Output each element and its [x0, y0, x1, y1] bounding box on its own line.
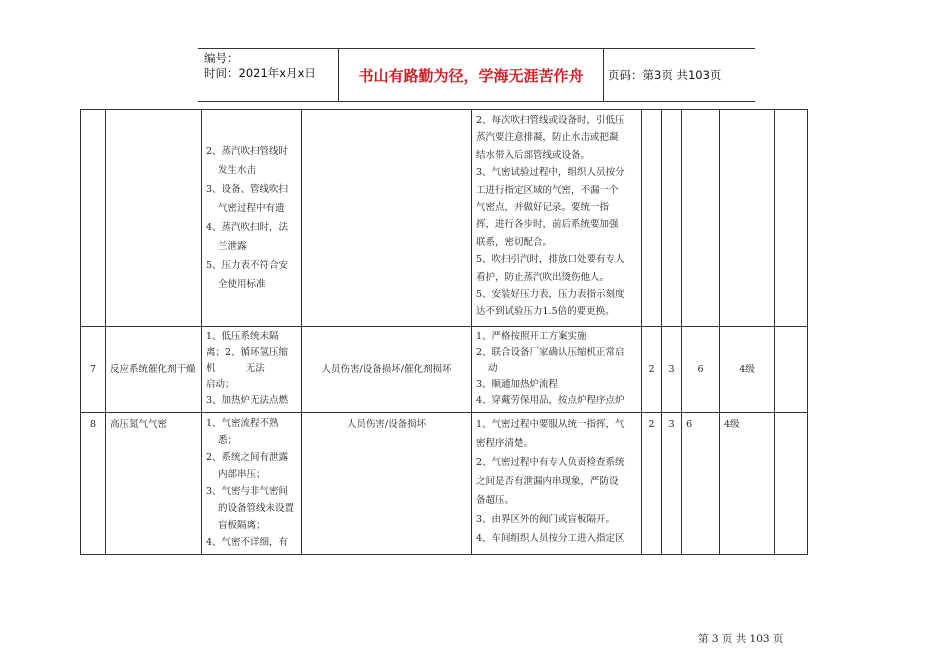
row-number [81, 413, 106, 555]
cause-line: 4、蒸汽吹扫时，法 [206, 222, 289, 233]
row-severity-text: 3 [668, 419, 675, 430]
cause-line: 全使用标准 [218, 279, 266, 290]
measure-line: 4、车间组织人员按分工进入指定区 [476, 533, 625, 544]
table-row [81, 110, 808, 327]
row-extra [775, 413, 808, 555]
measure-line: 2、气密过程中有专人负责检查系统 [476, 457, 625, 468]
row-measures [472, 413, 642, 555]
page-label: 页码：第3页 共103页 [608, 68, 722, 82]
row-number-text: 8 [89, 419, 97, 430]
serial-label: 编号： [204, 51, 239, 65]
cause-line: 盲板隔离； [218, 520, 266, 531]
row-severity [662, 413, 682, 555]
row-item-text: 高压氮气气密 [110, 419, 168, 430]
row-likelihood-text: 2 [648, 419, 655, 430]
row-number [81, 110, 106, 327]
cause-line: 的设备管线未设置 [218, 503, 295, 514]
row-risk-text: 6 [686, 419, 693, 430]
cause-line: 4、气密不详细，有 [206, 537, 289, 548]
cause-line: 1、气密流程不熟 [206, 418, 279, 429]
row-likelihood: 2 [642, 327, 662, 413]
row-severity [662, 110, 682, 327]
row-item-text: 反应系统催化剂干燥 [110, 363, 196, 375]
row-causes [202, 327, 302, 413]
row-item [106, 110, 202, 327]
table-row [81, 413, 808, 555]
measure-line: 联系，密切配合。 [476, 236, 553, 248]
measure-line: 密程序清楚。 [476, 438, 534, 449]
measure-line: 3、气密试验过程中，组织人员按分 [476, 167, 625, 179]
measure-line: 达不到试验压力1.5倍的要更换。 [476, 306, 615, 318]
row-extra [775, 110, 808, 327]
cause-line: 悉； [218, 435, 238, 446]
measure-line: 5、吹扫引汽时，排放口处要有专人 [476, 254, 625, 266]
row-level [720, 413, 775, 555]
row-item [106, 327, 202, 413]
cause-line: 内部串压； [218, 469, 266, 480]
risk-table [80, 109, 808, 555]
measure-line: 2、联合设备厂家确认压缩机正常启 [476, 347, 625, 358]
cause-line: 1、低压系统未隔 [206, 331, 279, 342]
row-likelihood [642, 413, 662, 555]
table-row [81, 327, 808, 413]
row-consequence [302, 110, 472, 327]
cause-line: 3、气密与非气密间 [206, 486, 289, 497]
page-footer: 第 3 页 共 103 页 [698, 633, 784, 645]
measure-line: 气密点，并做好记录。要统一指 [476, 202, 610, 214]
measure-line: 3、由界区外的阀门或盲板隔开。 [476, 514, 616, 525]
cause-line: 2、蒸汽吹扫管线时 [206, 146, 289, 157]
header-divider [603, 49, 604, 101]
row-consequence-text: 人员伤害/设备损坏 [346, 419, 427, 430]
row-item [106, 413, 202, 555]
measure-line: 1、气密过程中要服从统一指挥，气 [476, 419, 625, 430]
row-risk: 6 [682, 327, 720, 413]
row-level: 4级 [720, 327, 775, 413]
measure-line: 备超压。 [476, 495, 515, 506]
measure-line: 看护，防止蒸汽吹出烫伤他人。 [476, 271, 610, 283]
measure-line: 2、每次吹扫管线或设备时，引低压 [476, 115, 625, 126]
row-extra [775, 327, 808, 413]
measure-line: 挥，进行各步时，前后系统要加强 [476, 219, 619, 231]
measure-line: 蒸汽要注意排凝，防止水击或把凝 [476, 132, 619, 144]
cause-line: 兰泄露 [218, 241, 247, 252]
row-number: 7 [81, 327, 106, 413]
measure-line: 5、安装好压力表，压力表指示刻度 [476, 289, 625, 301]
row-level [720, 110, 775, 327]
cause-line: 5、压力表不符合安 [206, 260, 289, 271]
cause-line: 3、设备、管线吹扫 [206, 184, 289, 195]
header-motto: 书山有路勤为径，学海无涯苦作舟 [358, 66, 584, 85]
row-causes [202, 413, 302, 555]
measure-line: 之间是否有泄漏内串现象，严防设 [476, 476, 619, 487]
row-measures [472, 110, 642, 327]
header-divider [338, 49, 339, 101]
row-causes [202, 110, 302, 327]
header-meta [204, 51, 316, 81]
cause-line: 离；2、循环氢压缩 [206, 347, 289, 358]
measure-line: 工进行指定区域的气密，不漏一个 [476, 184, 619, 196]
time-label: 时间：2021年x月x日 [204, 66, 316, 80]
row-consequence [302, 413, 472, 555]
page-header [198, 48, 755, 102]
measure-line: 3、顺通加热炉流程 [476, 379, 559, 390]
cause-line: 发生水击 [218, 165, 257, 176]
measure-line: 动 [488, 363, 498, 374]
row-likelihood [642, 110, 662, 327]
cause-line: 机 无法 [206, 363, 265, 374]
row-level-text: 4级 [724, 419, 740, 430]
cause-line: 启动； [206, 379, 235, 390]
measure-line: 4、穿戴劳保用品，按点炉程序点炉 [476, 395, 625, 406]
row-consequence: 人员伤害/设备损坏/催化剂损坏 [302, 327, 472, 413]
cause-line: 气密过程中有遗 [218, 203, 285, 214]
cause-line: 3、加热炉无法点燃 [206, 395, 289, 406]
measure-line: 1、严格按照开工方案实施 [476, 331, 587, 342]
row-risk [682, 413, 720, 555]
row-severity: 3 [662, 327, 682, 413]
row-risk [682, 110, 720, 327]
row-measures [472, 327, 642, 413]
measure-line: 结水带入后部管线或设备。 [476, 149, 591, 161]
cause-line: 2、系统之间有泄露 [206, 452, 289, 463]
